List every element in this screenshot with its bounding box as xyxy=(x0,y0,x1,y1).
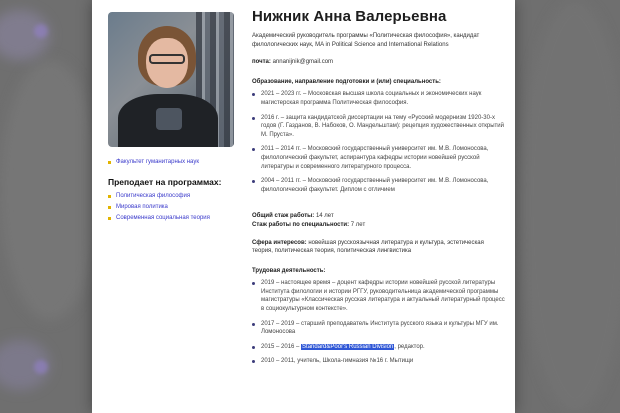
work-list xyxy=(252,279,505,366)
list-item: 2011 – 2014 гг. – Московский государственный университет им. М.В. Ломоносова, филологический факультет, аспирантура кафедры истории новейшей русской литературы и современного литературного процесса. xyxy=(252,145,505,171)
list-item: 2015 – 2016 – Standard&Poor's Russian Division, редактор. xyxy=(252,343,505,352)
interests: Сфера интересов: новейшая русскоязычная литература и культура, эстетическая теория, политическая теория, политическая лингвистика xyxy=(252,239,484,255)
faculty-link-label[interactable]: Факультет гуманитарных наук xyxy=(116,159,199,165)
program-list xyxy=(108,193,234,221)
specialty-experience: Стаж работы по специальности: 7 лет xyxy=(252,221,366,228)
education-title: Образование, направление подготовки и (или) специальность: xyxy=(252,78,441,85)
list-item: 2004 – 2011 гг. – Московский государственный университет им. М.В. Ломоносова, филологический факультет. Диплом с отличием xyxy=(252,177,505,194)
profile-name: Нижник Анна Валерьевна xyxy=(252,8,447,25)
program-link[interactable]: Современная социальная теория xyxy=(108,215,234,221)
education-list xyxy=(252,90,505,194)
profile-page xyxy=(92,0,515,413)
profile-sidebar xyxy=(108,12,234,226)
selected-text[interactable]: Standard&Poor's Russian Division xyxy=(302,343,394,350)
total-experience: Общий стаж работы: 14 лет xyxy=(252,213,334,220)
list-item: 2021 – 2023 гг. – Московская высшая школа социальных и экономических наук магистерская программа Политическая философия. xyxy=(252,90,505,107)
bullet-icon xyxy=(108,206,111,209)
profile-content xyxy=(252,8,505,372)
bullet-icon xyxy=(108,195,111,198)
email-label: почта: xyxy=(252,59,271,66)
program-link[interactable]: Политическая философия xyxy=(108,193,234,199)
faculty-link[interactable] xyxy=(108,159,234,165)
list-item: 2010 – 2011, учитель, Школа-гимназия №16 г. Мытищи xyxy=(252,357,505,366)
list-item: 2017 – 2019 – старший преподаватель Института русского языка и культуры МГУ им. Ломоносова xyxy=(252,320,505,337)
email-value[interactable]: annanijnik@gmail.com xyxy=(272,59,334,66)
list-item: 2019 – настоящее время – доцент кафедры истории новейшей русской литературы Института филологии и истории РГГУ, руководительница академической программы магистратуры «Классическая русская литература и актуальный литературный процесс в социокультурном контексте». xyxy=(252,279,505,313)
teaches-title: Преподает на программах: xyxy=(108,177,222,187)
list-item: 2016 г. – защита кандидатской диссертации на тему «Русский модернизм 1920-30-х годов (Г. Газданов, В. Набоков, О. Мандельштам): рецепция художественных открытий М. Пруста». xyxy=(252,114,505,140)
profile-photo xyxy=(108,12,234,147)
profile-email xyxy=(252,58,505,67)
program-link[interactable]: Мировая политика xyxy=(108,204,234,210)
work-title: Трудовая деятельность: xyxy=(252,267,326,274)
bullet-icon xyxy=(108,217,111,220)
profile-role: Академический руководитель программы «Политическая философия», кандидат филологических наук, MA in Political Science and International Relations xyxy=(252,33,480,48)
bullet-icon xyxy=(108,161,111,164)
